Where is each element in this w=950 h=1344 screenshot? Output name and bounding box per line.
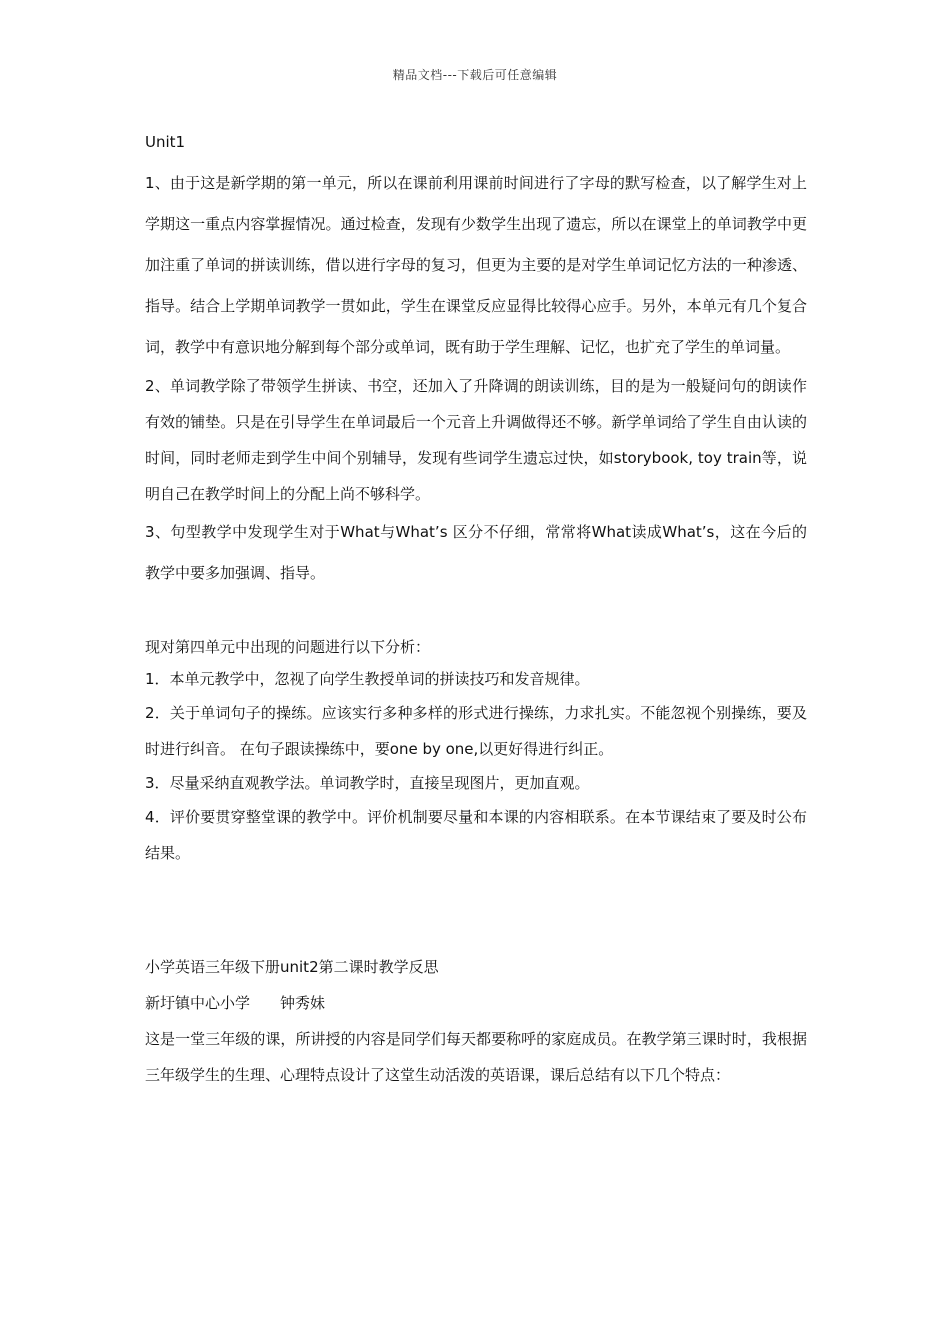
unit2-author: 新圩镇中心小学 钟秀妹: [145, 994, 326, 1012]
unit1-item-1: 1、由于这是新学期的第一单元，所以在课前利用课前时间进行了字母的默写检查，以了解学生对上学期这一重点内容掌握情况。通过检查，发现有少数学生出现了遗忘，所以在课堂上的单词教学中更加注重了单词的拼读训练，借以进行字母的复习，但更为主要的是对学生单词记忆方法的一种渗透、指导。结合上学期单词教学一贯如此，学生在课堂反应显得比较得心应手。另外，本单元有几个复合词，教学中有意识地分解到每个部分或单词，既有助于学生理解、记忆，也扩充了学生的单词量。: [145, 174, 807, 356]
unit4-item-4: 4．评价要贯穿整堂课的教学中。评价机制要尽量和本课的内容相联系。在本节课结束了要及时公布结果。: [145, 808, 807, 862]
unit1-title: Unit1: [145, 133, 186, 151]
document-body: [145, 122, 807, 1093]
unit1-item-3: 3、句型教学中发现学生对于What与What’s 区分不仔细，常常将What读成What’s，这在今后的教学中要多加强调、指导。: [145, 523, 807, 582]
unit1-item-2: 2、单词教学除了带领学生拼读、书空，还加入了升降调的朗读训练，目的是为一般疑问句的朗读作有效的铺垫。只是在引导学生在单词最后一个元音上升调做得还不够。新学单词给了学生自由认读的时间，同时老师走到学生中间个别辅导，发现有些词学生遗忘过快，如storybook, toy train等，说明自己在教学时间上的分配上尚不够科学。: [145, 377, 807, 503]
unit4-item-2: 2．关于单词句子的操练。应该实行多种多样的形式进行操练，力求扎实。不能忽视个别操练，要及时进行纠音。 在句子跟读操练中，要one by one,以更好得进行纠正。: [145, 704, 807, 758]
page-header: 精品文档---下载后可任意编辑: [392, 68, 558, 82]
unit2-title: 小学英语三年级下册unit2第二课时教学反思: [145, 958, 439, 976]
unit4-intro: 现对第四单元中出现的问题进行以下分析：: [145, 638, 431, 656]
unit4-item-3: 3．尽量采纳直观教学法。单词教学时，直接呈现图片，更加直观。: [145, 774, 590, 792]
unit4-item-1: 1．本单元教学中，忽视了向学生教授单词的拼读技巧和发音规律。: [145, 670, 590, 688]
unit2-body: 这是一堂三年级的课，所讲授的内容是同学们每天都要称呼的家庭成员。在教学第三课时时，我根据三年级学生的生理、心理特点设计了这堂生动活泼的英语课，课后总结有以下几个特点：: [145, 1030, 807, 1084]
section-gap: [145, 871, 807, 949]
section-gap: [145, 594, 807, 631]
